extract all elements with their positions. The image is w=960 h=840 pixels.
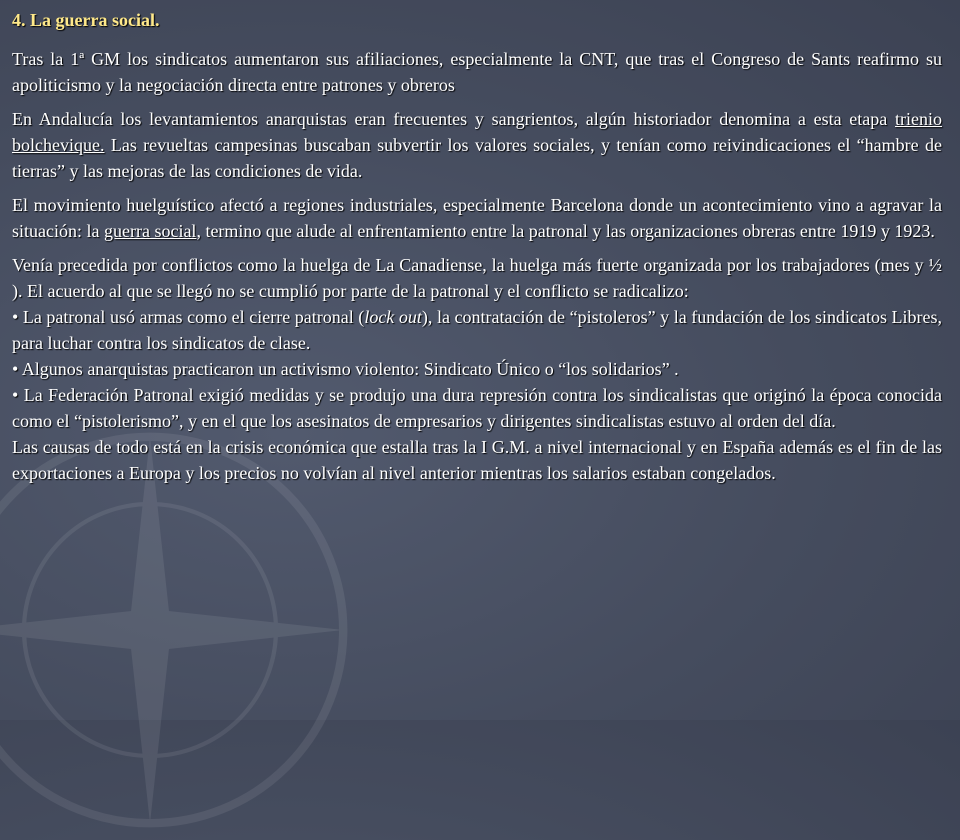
bullet-federacion: • La Federación Patronal exigió medidas y se produjo una dura represión contra los sindicalistas que originó la época conocida como el “pistolerismo”, y en el que los asesinatos de empresarios y dirigentes sindicalistas estuvo al orden del día. — [12, 385, 942, 431]
text-run: ), la contratación de “pistoleros” y la fundación de los sindicatos Libres, para luchar contra los sindicatos de clase. — [12, 307, 943, 353]
text-run: • La patronal usó armas como el cierre patronal ( — [12, 307, 365, 327]
slide-title: 4. La guerra social. — [12, 10, 160, 30]
underlined-term-trienio: trienio bolchevique. — [12, 109, 942, 155]
paragraph-causas: Las causas de todo está en la crisis económica que estalla tras la I G.M. a nivel internacional y en España además es el fin de las exportaciones a Europa y los precios no volvían al nivel anterior mientras los salarios estaban congelados. — [12, 437, 942, 483]
paragraph-sindicatos: Tras la 1ª GM los sindicatos aumentaron sus afiliaciones, especialmente la CNT, que tras el Congreso de Sants reafirmo su apoliticismo y la negociación directa entre patrones y obreros — [12, 49, 942, 95]
text-run: Las revueltas campesinas buscaban subvertir los valores sociales, y tenían como reivindicaciones el “hambre de tierras” y las mejoras de las condiciones de vida. — [12, 135, 942, 181]
paragraph-huelguistico — [12, 192, 942, 244]
text-run: , termino que alude al enfrentamiento entre la patronal y las organizaciones obreras entre 1919 y 1923. — [196, 221, 935, 241]
bullet-patronal — [12, 304, 942, 356]
paragraph-canadiense: Venía precedida por conflictos como la huelga de La Canadiense, la huelga más fuerte organizada por los trabajadores (mes y ½ ). El acuerdo al que se llegó no se cumplió por parte de la patronal y el conflicto se radicalizo: — [12, 255, 942, 301]
text-run: El movimiento huelguístico afectó a regiones industriales, especialmente Barcelona donde un acontecimiento vino a agravar la situación: la — [12, 195, 942, 241]
underlined-term-guerra-social: guerra social — [103, 221, 197, 241]
italic-term-lock-out: lock out — [364, 307, 422, 327]
paragraph-andalucia — [12, 106, 942, 184]
text-run: En Andalucía los levantamientos anarquistas eran frecuentes y sangrientos, algún historiador denomina a esta etapa — [12, 109, 895, 129]
bullet-anarquistas: • Algunos anarquistas practicaron un activismo violento: Sindicato Único o “los solidarios” . — [12, 359, 679, 379]
slide-content — [12, 8, 942, 486]
